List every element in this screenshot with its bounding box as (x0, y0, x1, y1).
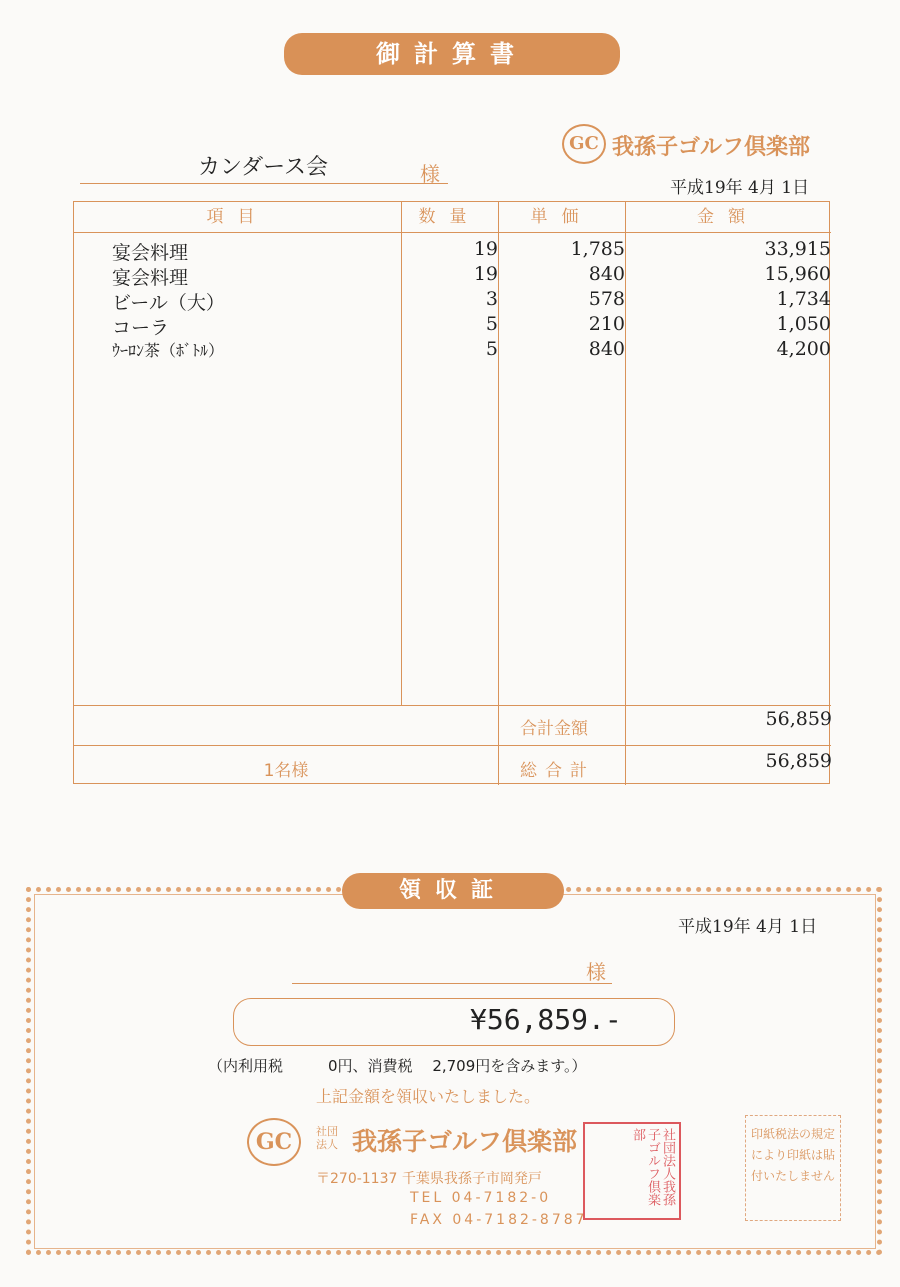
table-row (74, 313, 831, 339)
club-tel: TEL 04-7182-0 (410, 1190, 552, 1206)
receipt-title: 領収証 (342, 873, 564, 909)
customer-honorific: 様 (420, 162, 440, 186)
item-name: ビール（大） (112, 292, 225, 314)
table-row (74, 338, 831, 364)
item-name: 宴会料理 (112, 267, 189, 289)
total-label: 総合計 (520, 761, 595, 781)
item-amount: 15,960 (764, 263, 831, 285)
invoice-title: 御計算書 (284, 33, 620, 75)
receipt-date: 平成19年 4月 1日 (678, 917, 818, 937)
item-amount: 4,200 (776, 338, 831, 360)
club-logo-icon: GC (562, 124, 606, 164)
item-amount: 33,915 (764, 238, 831, 260)
table-row (74, 263, 831, 289)
total-value: 56,859 (765, 750, 832, 772)
receipt-name-underline (292, 983, 612, 984)
company-seal-stamp: 社団法人我孫子ゴルフ倶楽部 (583, 1122, 681, 1220)
invoice-table (73, 201, 830, 784)
item-qty: 19 (473, 263, 498, 285)
persons: 1名様 (263, 761, 309, 781)
item-qty: 5 (485, 338, 498, 360)
club-fax: FAX 04-7182-8787 (410, 1212, 588, 1228)
customer-underline (80, 183, 448, 184)
item-unit-price: 578 (588, 288, 625, 310)
club-name: 我孫子ゴルフ倶楽部 (612, 135, 811, 160)
invoice-date: 平成19年 4月 1日 (670, 178, 810, 198)
item-qty: 3 (485, 288, 498, 310)
receipt-honorific: 様 (586, 960, 606, 984)
header-qty: 数量 (418, 207, 481, 227)
table-row (74, 238, 831, 264)
header-item: 項目 (206, 207, 269, 227)
item-name: ｳｰﾛﾝ茶（ﾎﾞﾄﾙ） (112, 341, 225, 360)
stamp-tax-note: 印紙税法の規定により印紙は貼付いたしません (745, 1115, 841, 1221)
tax-breakdown: （内利用税 0円、消費税 2,709円を含みます。） (208, 1057, 587, 1075)
club-logo-icon: GC (247, 1118, 301, 1166)
item-name: コーラ (112, 317, 170, 339)
receipt-club-name: 我孫子ゴルフ倶楽部 (352, 1127, 578, 1156)
subtotal-value: 56,859 (765, 708, 832, 730)
header-divider (74, 232, 831, 233)
corp-type: 社団法人 (316, 1125, 338, 1151)
header-unit-price: 単価 (530, 207, 593, 227)
subtotal-divider (74, 705, 831, 706)
item-name: 宴会料理 (112, 242, 189, 264)
table-row (74, 288, 831, 314)
header-amount: 金額 (697, 207, 759, 227)
item-unit-price: 210 (588, 313, 625, 335)
item-qty: 19 (473, 238, 498, 260)
item-qty: 5 (485, 313, 498, 335)
total-divider (74, 745, 831, 746)
receipt-amount: ¥56,859.- (470, 1003, 622, 1036)
item-unit-price: 840 (588, 338, 625, 360)
club-address: 〒270-1137 千葉県我孫子市岡発戸 (316, 1171, 542, 1187)
item-unit-price: 840 (588, 263, 625, 285)
received-text: 上記金額を領収いたしました。 (316, 1087, 541, 1106)
customer-name: カンダース会 (198, 155, 329, 180)
item-amount: 1,734 (776, 288, 831, 310)
subtotal-label: 合計金額 (520, 719, 588, 739)
item-amount: 1,050 (776, 313, 831, 335)
item-unit-price: 1,785 (570, 238, 625, 260)
